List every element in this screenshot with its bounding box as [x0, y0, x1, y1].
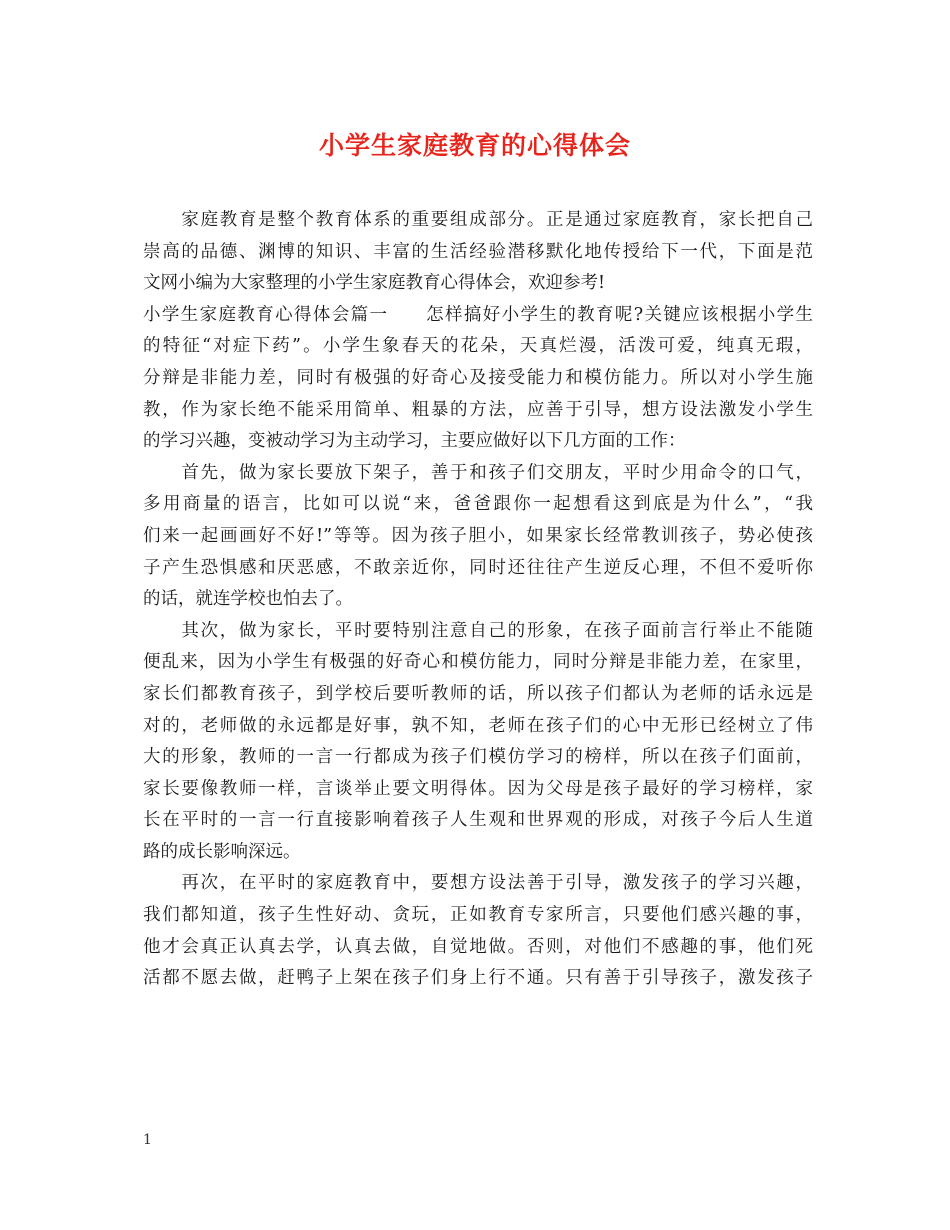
text-line: 崇高的品德、渊博的知识、丰富的生活经验潜移默化地传授给下一代，下面是范	[143, 241, 813, 262]
text-line: 家长要像教师一样，言谈举止要文明得体。因为父母是孩子最好的学习榜样，家	[143, 778, 813, 799]
paragraph-section-one	[143, 300, 813, 458]
document-body	[143, 205, 813, 995]
text-line: 分辩是非能力差，同时有极强的好奇心及接受能力和模仿能力。所以对小学生施	[143, 367, 813, 388]
text-line: 的学习兴趣，变被动学习为主动学习，主要应做好以下几方面的工作：	[143, 431, 686, 452]
paragraph-third	[143, 868, 813, 994]
text-line: 长在平时的一言一行直接影响着孩子人生观和世界观的形成，对孩子今后人生道	[143, 810, 813, 831]
text-line: 多用商量的语言，比如可以说“来，爸爸跟你一起想看这到底是为什么”，“我	[143, 494, 813, 515]
text-line: 对的，老师做的永远都是好事，孰不知，老师在孩子们的心中无形已经树立了伟	[143, 715, 813, 736]
text-line: 便乱来，因为小学生有极强的好奇心和模仿能力，同时分辩是非能力差，在家里，	[143, 652, 813, 673]
text-line: 的话，就连学校也怕去了。	[143, 589, 353, 610]
text-line: 家庭教育是整个教育体系的重要组成部分。正是通过家庭教育，家长把自己	[143, 210, 813, 230]
text-line: 他才会真正认真去学，认真去做，自觉地做。否则，对他们不感趣的事，他们死	[143, 936, 813, 957]
text-line: 活都不愿去做，赶鸭子上架在孩子们身上行不通。只有善于引导孩子，激发孩子	[143, 968, 813, 989]
document-title: 小学生家庭教育的心得体会	[318, 131, 631, 160]
text-line: 再次，在平时的家庭教育中，要想方设法善于引导，激发孩子的学习兴趣，	[143, 873, 813, 894]
paragraph-intro	[143, 205, 813, 300]
text-line: 我们都知道，孩子生性好动、贪玩，正如教育专家所言，只要他们感兴趣的事，	[143, 905, 813, 926]
text-line: 教，作为家长绝不能采用简单、粗暴的方法，应善于引导，想方设法激发小学生	[143, 399, 813, 420]
text-line: 家长们都教育孩子，到学校后要听教师的话，所以孩子们都认为老师的话永远是	[143, 683, 813, 704]
text-line: 路的成长影响深远。	[143, 841, 301, 862]
text-line: 们来一起画画好不好!”等等。因为孩子胆小，如果家长经常教训孩子，势必使孩	[143, 525, 813, 546]
text-line: 大的形象，教师的一言一行都成为孩子们模仿学习的榜样，所以在孩子们面前，	[143, 747, 813, 768]
paragraph-first	[143, 458, 813, 616]
text-line: 的特征“对症下药”。小学生象春天的花朵，天真烂漫，活泼可爱，纯真无瑕，	[143, 336, 813, 357]
text-line: 文网小编为大家整理的小学生家庭教育心得体会，欢迎参考!	[143, 273, 606, 294]
text-line: 首先，做为家长要放下架子，善于和孩子们交朋友，平时少用命令的口气，	[143, 462, 813, 483]
text-line: 其次，做为家长，平时要特别注意自己的形象，在孩子面前言行举止不能随	[143, 620, 813, 641]
text-line: 子产生恐惧感和厌恶感，不敢亲近你，同时还往往产生逆反心理，不但不爱听你	[143, 557, 813, 578]
paragraph-second	[143, 616, 813, 869]
page-number: 1	[143, 1132, 152, 1148]
text-line: 小学生家庭教育心得体会篇一 怎样搞好小学生的教育呢?关键应该根据小学生	[143, 304, 813, 325]
